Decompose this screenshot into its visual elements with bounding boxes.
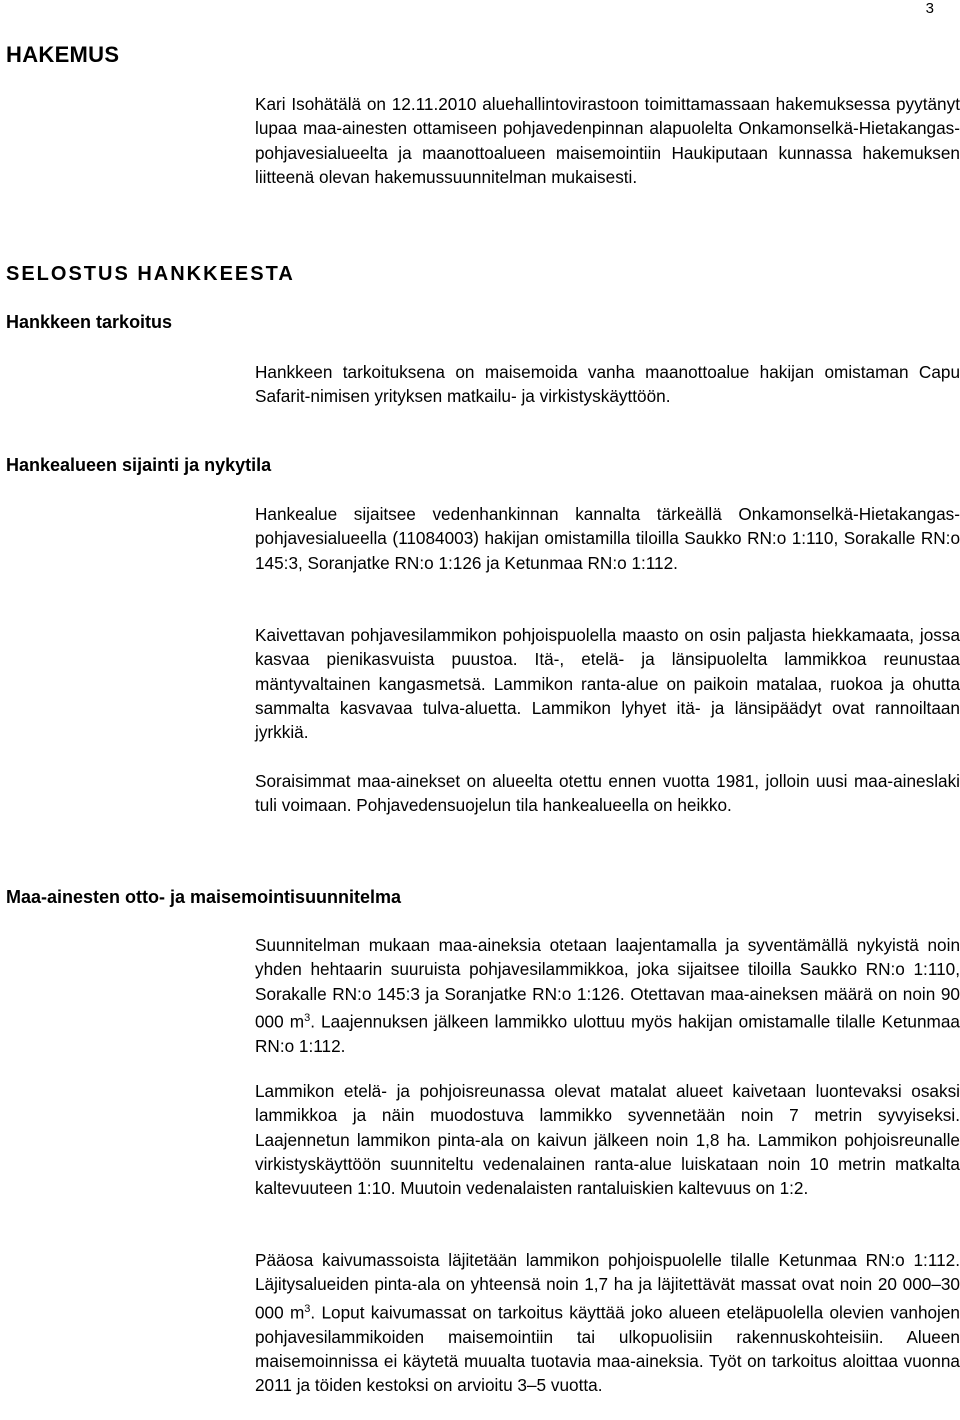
plan-paragraph-3 — [255, 1248, 960, 1398]
plan-p1-text-b: . Laajennuksen jälkeen lammikko ulottuu myös hakijan omistamalle tilalle Ketunmaa RN:o 1:112. — [255, 1011, 960, 1056]
plan-p3-text-b: . Loput kaivumassat on tarkoitus käyttää joko alueen eteläpuolella olevien vanhojen pohjavesilammikoiden maisemointiin tai ulkopuolisiin rakennuskohteisiin. Alueen maisemoinnissa ei käytetä muualta tuotavia maa-aineksia. Työt on tarkoitus aloittaa vuonna 2011 ja töiden kestoksi on arvioitu 3–5 vuotta. — [255, 1302, 960, 1396]
plan-heading: Maa-ainesten otto- ja maisemointisuunnitelma — [6, 887, 402, 907]
plan-p1-text-a: Suunnitelman mukaan maa-aineksia otetaan laajentamalla ja syventämällä nykyistä noin yhden hehtaarin suuruista pohjavesilammikkoa, joka sijaitsee tiloilla Saukko RN:o 1:110, Sorakalle RN:o 145:3 ja Soranjatke RN:o 1:126. Otettavan maa-aineksen määrä on noin 90 000 m — [255, 935, 960, 1032]
document-title: HAKEMUS — [6, 42, 120, 67]
plan-paragraph-2: Lammikon etelä- ja pohjoisreunassa olevat matalat alueet kaivetaan luontevaksi osaksi lammikkoa ja näin muodostuva lammikko syvennetään noin 7 metrin syvyiseksi. Laajennetun lammikon pinta-ala on kaivun jälkeen noin 1,8 ha. Lammikon pohjoisreunalle virkistyskäyttöön suunniteltu vedenalainen ranta-alue luiskataan noin 10 metrin matkalta kaltevuuteen 1:10. Muutoin vedenalaisten rantaluiskien kaltevuus on 1:2. — [255, 1081, 960, 1199]
plan-p3-text-a: Pääosa kaivumassoista läjitetään lammikon pohjoispuolelle tilalle Ketunmaa RN:o 1:112. Läjitysalueiden pinta-ala on yhteensä noin 1,7 ha ja läjitettävät massat ovat noin 20 000–30 000 m — [255, 1250, 960, 1323]
plan-paragraph-1 — [255, 933, 960, 1058]
plan-p3-superscript: 3 — [304, 1302, 311, 1315]
intro-paragraph: Kari Isohätälä on 12.11.2010 aluehallintovirastoon toimittamassaan hakemuksessa pyytänyt lupaa maa-ainesten ottamiseen pohjavedenpinnan alapuolelta Onkamonselkä-Hietakangas-pohjavesialueelta ja maanottoalueen maisemointiin Haukiputaan kunnassa hakemuksen liitteenä olevan hakemussuunnitelman mukaisesti. — [255, 94, 960, 187]
location-paragraph-1: Hankealue sijaitsee vedenhankinnan kannalta tärkeällä Onkamonselkä-Hietakangas-pohjavesialueella (11084003) hakijan omistamilla tiloilla Saukko RN:o 1:110, Sorakalle RN:o 145:3, Soranjatke RN:o 1:126 ja Ketunmaa RN:o 1:112. — [255, 504, 960, 573]
plan-p1-superscript: 3 — [304, 1011, 311, 1024]
location-heading: Hankealueen sijainti ja nykytila — [6, 455, 272, 475]
section-title: SELOSTUS HANKKEESTA — [6, 263, 295, 285]
location-paragraph-2: Kaivettavan pohjavesilammikon pohjoispuolella maasto on osin paljasta hiekkamaata, jossa kasvaa pienikasvuista puustoa. Itä-, etelä- ja länsipuolelta lammikkoa reunustaa mäntyvaltainen kangasmetsä. Lammikon ranta-alue on paikoin matalaa, ruokoa ja ohutta sammalta kasvavaa tulva-aluetta. Lammikon lyhyet itä- ja länsipäädyt ovat rannoiltaan jyrkkiä. — [255, 625, 960, 743]
location-paragraph-3: Soraisimmat maa-ainekset on alueelta otettu ennen vuotta 1981, jolloin uusi maa-aineslaki tuli voimaan. Pohjavedensuojelun tila hankealueella on heikko. — [255, 771, 960, 816]
purpose-heading: Hankkeen tarkoitus — [6, 312, 173, 332]
purpose-paragraph: Hankkeen tarkoituksena on maisemoida vanha maanottoalue hakijan omistaman Capu Safarit-nimisen yrityksen matkailu- ja virkistyskäyttöön. — [255, 362, 960, 407]
page-number: 3 — [925, 0, 934, 17]
